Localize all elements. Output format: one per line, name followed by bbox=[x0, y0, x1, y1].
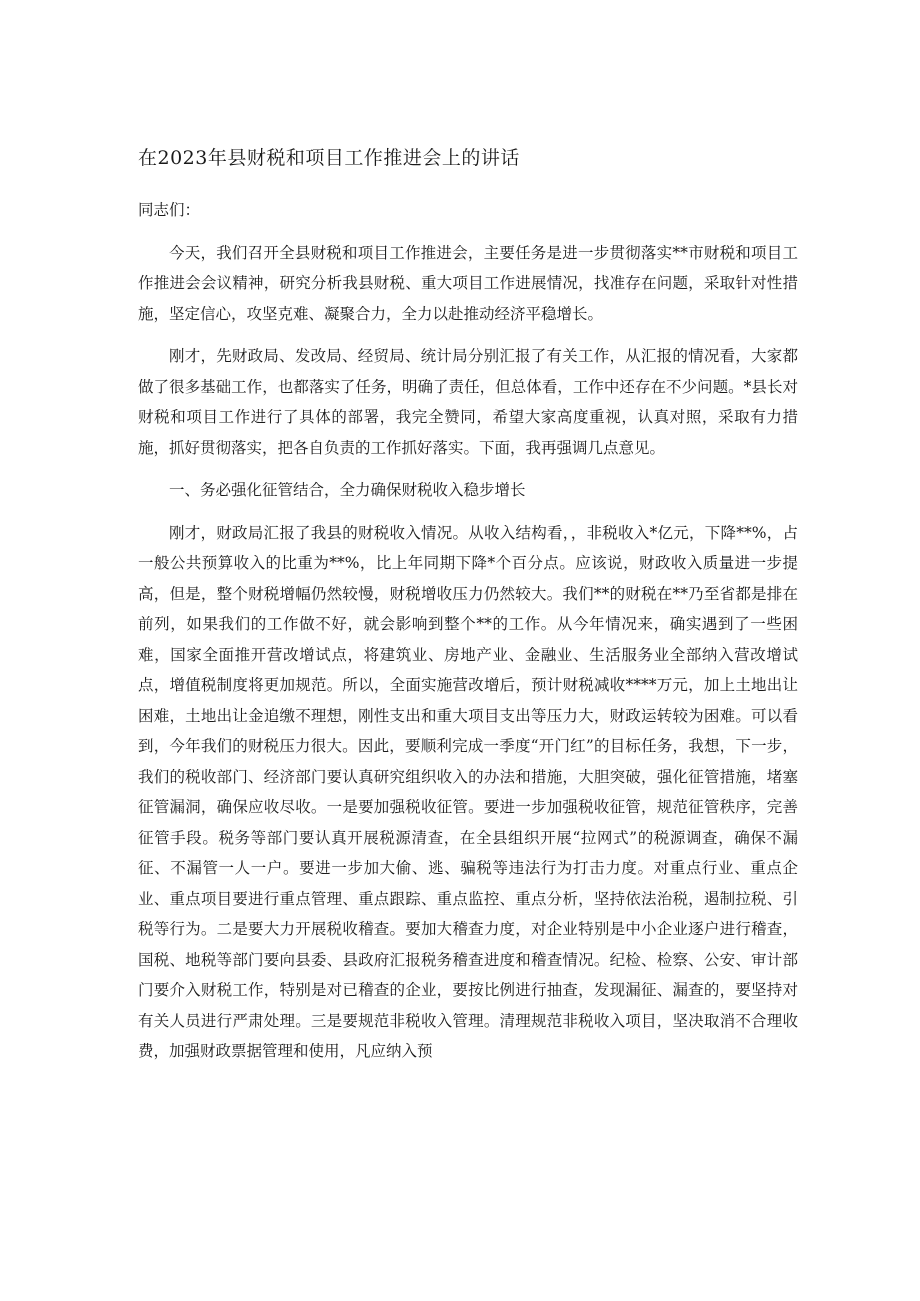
salutation: 同志们： bbox=[138, 201, 201, 219]
paragraph-intro: 今天，我们召开全县财税和项目工作推进会，主要任务是进一步贯彻落实**市财税和项目工作推进会会议精神，研究分析我县财税、重大项目工作进展情况，找准存在问题，采取针对性措施，坚定信心，攻坚克难、凝聚合力，全力以赴推动经济平稳增长。 bbox=[138, 243, 798, 323]
paragraph-tax-revenue: 刚才，财政局汇报了我县的财税收入情况。从收入结构看，，非税收入*亿元，下降**%，占一般公共预算收入的比重为**%，比上年同期下降*个百分点。应该说，财政收入质量进一步提高，但是，整个财税增幅仍然较慢，财税增收压力仍然较大。我们**的财税在**乃至省都是排在前列，如果我们的工作做不好，就会影响到整个**的工作。从今年情况来，确实遇到了一些困难，国家全面推开营改增试点，将建筑业、房地产业、金融业、生活服务业全部纳入营改增试点，增值税制度将更加规范。所以，全面实施营改增后，预计财税减收****万元，加上土地出让困难，土地出让金追缴不理想，刚性支出和重大项目支出等压力大，财政运转较为困难。可以看到，今年我们的财税压力很大。因此，要顺利完成一季度“开门红”的目标任务，我想，下一步，我们的税收部门、经济部门要认真研究组织收入的办法和措施，大胆突破，强化征管措施，堵塞征管漏洞，确保应收尽收。一是要加强税收征管。要进一步加强税收征管，规范征管秩序，完善征管手段。税务等部门要认真开展税源清查，在全县组织开展“拉网式”的税源调查，确保不漏征、不漏管一人一户。要进一步加大偷、逃、骗税等违法行为打击力度。对重点行业、重点企业、重点项目要进行重点管理、重点跟踪、重点监控、重点分析，坚持依法治税，遏制拉税、引税等行为。二是要大力开展税收稽查。要加大稽查力度，对企业特别是中小企业逐户进行稽查，国税、地税等部门要向县委、县政府汇报税务稽查进度和稽查情况。纪检、检察、公安、审计部门要介入财税工作，特别是对已稽查的企业，要按比例进行抽查，发现漏征、漏查的，要坚持对有关人员进行严肃处理。三是要规范非税收入管理。清理规范非税收入项目，坚决取消不合理收费，加强财政票据管理和使用，凡应纳入预 bbox=[138, 523, 798, 1060]
section-heading-1: 一、务必强化征管结合，全力确保财税收入稳步增长 bbox=[169, 481, 526, 499]
document-title: 在2023年县财税和项目工作推进会上的讲话 bbox=[138, 147, 520, 169]
paragraph-review: 刚才，先财政局、发改局、经贸局、统计局分别汇报了有关工作，从汇报的情况看，大家都做了很多基础工作，也都落实了任务，明确了责任，但总体看，工作中还存在不少问题。*县长对财税和项目工作进行了具体的部署，我完全赞同，希望大家高度重视，认真对照，采取有力措施，抓好贯彻落实，把各自负责的工作抓好落实。下面，我再强调几点意见。 bbox=[138, 347, 798, 457]
document-body bbox=[138, 195, 798, 1079]
